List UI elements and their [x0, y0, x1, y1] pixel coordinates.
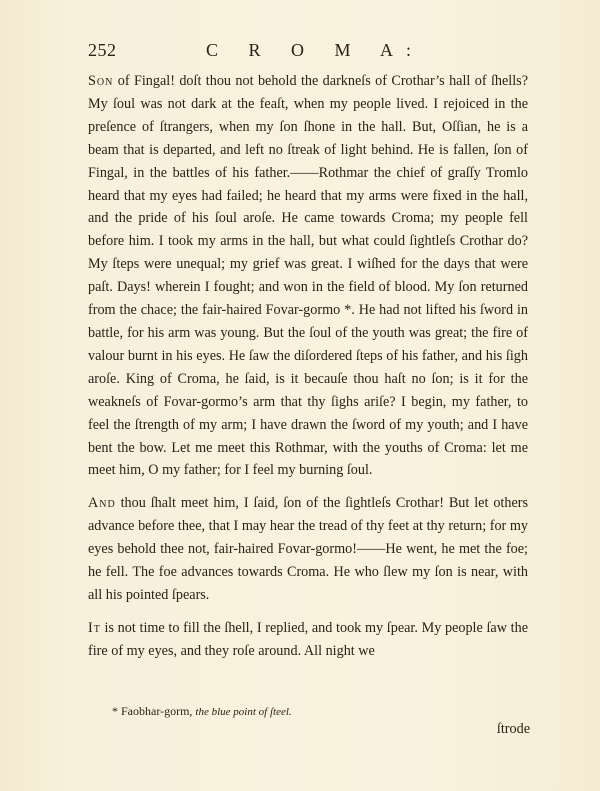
- page-number: 252: [88, 40, 117, 60]
- footnote-marker: *: [112, 704, 118, 718]
- footnote-gloss: the blue point of ſteel.: [195, 706, 292, 718]
- paragraph-lead: Son: [88, 73, 114, 89]
- page-header: [88, 40, 528, 66]
- footnote: [112, 703, 532, 720]
- paragraph-3: [88, 617, 528, 663]
- paragraph-lead: And: [88, 495, 116, 512]
- body-text: [88, 70, 528, 663]
- paragraph-1: [88, 70, 528, 482]
- paragraph-2: [88, 492, 528, 607]
- paragraph-text: thou ſhalt meet him, I ſaid, ſon of the ſightleſs Crothar! But let others advance before thee, that I may hear the tread of thy feet at thy return; for my eyes behold thee not, fair-haired Fovar-gormo!——He went, he met the foe; he fell. The foe advances towards Croma. He who ſlew my ſon is near, with all his pointed ſpears.: [88, 495, 528, 603]
- paragraph-lead: It: [88, 619, 101, 636]
- catchword: ſtrode: [496, 721, 530, 737]
- paragraph-text: of Fingal! doſt thou not behold the darkneſs of Crothar’s hall of ſhells? My ſoul was not dark at the feaſt, when my people lived. I rejoiced in the preſence of ſtrangers, when my ſon ſhone in the hall. But, Oſſian, he is a beam that is departed, and left no ſtreak of light behind. He is fallen, ſon of Fingal, in the battles of his father.——Rothmar the chief of graſſy Tromlo heard that my eyes had failed; he heard that my arms were fixed in the hall, and the pride of his ſoul aroſe. He came towards Croma; my people fell before him. I took my arms in the hall, but what could ſightleſs Crothar do? My ſteps were unequal; my grief was great. I wiſhed for the days that were paſt. Days! wherein I fought; and won in the field of blood. My ſon returned from the chace; the fair-haired Fovar-gormo *. He had not lifted his ſword in battle, for his arm was young. But the ſoul of the youth was great; the fire of valour burnt in his eyes. He ſaw the diſordered ſteps of his father, and his ſigh aroſe. King of Croma, he ſaid, is it becauſe thou haſt no ſon; is it for the weakneſs of Fovar-gormo’s arm that thy ſighs ariſe? I begin, my father, to feel the ſtrength of my arm; I have drawn the ſword of my youth; and I have bent the bow. Let me meet this Rothmar, with the youths of Croma: let me meet him, O my father; for I feel my burning ſoul.: [88, 73, 528, 479]
- paragraph-text: is not time to fill the ſhell, I replied, and took my ſpear. My people ſaw the fire of my eyes, and they roſe around. All night we: [88, 619, 528, 659]
- footnote-term: Faobhar-gorm,: [121, 704, 193, 718]
- running-title: C R O M A:: [206, 40, 425, 60]
